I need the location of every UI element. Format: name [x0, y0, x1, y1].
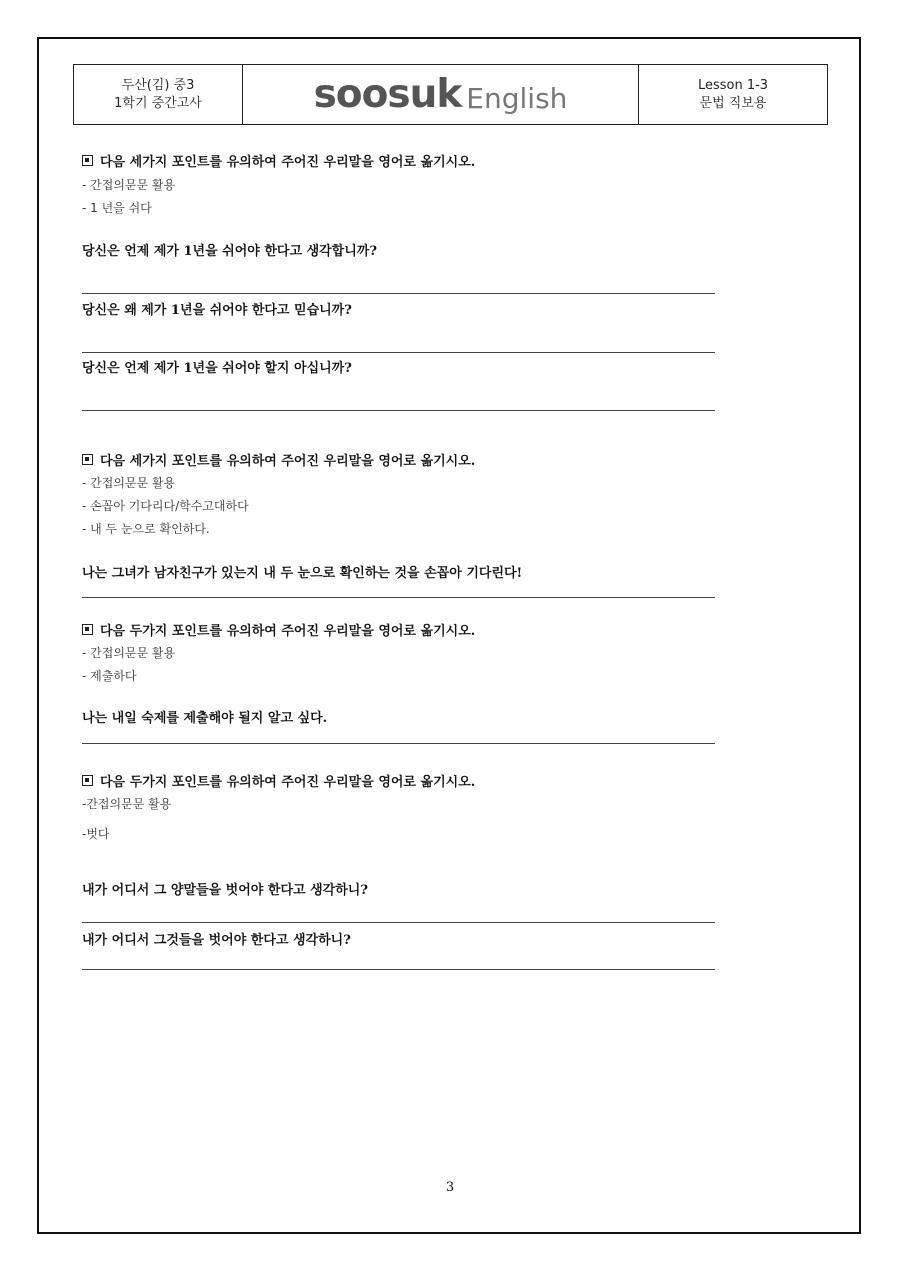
logo-sub-text: English — [466, 81, 568, 115]
logo-brand-text: soosuk — [313, 71, 462, 117]
exercise-section-3 — [82, 620, 722, 685]
exercise-section-1 — [82, 151, 722, 217]
hint-item: - 간접의문문 활용 — [82, 476, 176, 490]
square-bullet-icon — [82, 155, 93, 166]
answer-line[interactable] — [82, 293, 715, 294]
hint-item: - 제출하다 — [82, 669, 137, 683]
answer-line[interactable] — [82, 597, 715, 598]
question-prompt: 당신은 언제 제가 1년을 쉬어야 한다고 생각합니까? — [82, 244, 377, 259]
question-prompt: 당신은 왜 제가 1년을 쉬어야 한다고 믿습니까? — [82, 303, 352, 318]
answer-line[interactable] — [82, 352, 715, 353]
hint-item: - 간접의문문 활용 — [82, 178, 176, 192]
header-course-line2: 1학기 중간고사 — [114, 95, 202, 111]
brand-logo — [243, 65, 639, 124]
instruction — [82, 620, 722, 639]
exercise-section-4 — [82, 771, 722, 843]
hint-item: - 손꼽아 기다리다/학수고대하다 — [82, 499, 249, 513]
square-bullet-icon — [82, 624, 93, 635]
instruction — [82, 151, 722, 170]
question-prompt: 나는 내일 숙제를 제출해야 될지 알고 싶다. — [82, 711, 328, 726]
instruction-text: 다음 두가지 포인트를 유의하여 주어진 우리말을 영어로 옮기시오. — [100, 775, 476, 790]
hint-item: -벗다 — [82, 827, 110, 841]
answer-line[interactable] — [82, 743, 715, 744]
square-bullet-icon — [82, 454, 93, 465]
question-prompt: 내가 어디서 그것들을 벗어야 한다고 생각하니? — [82, 933, 351, 948]
hint-item: -간접의문문 활용 — [82, 797, 172, 811]
square-bullet-icon — [82, 775, 93, 786]
question-prompt: 나는 그녀가 남자친구가 있는지 내 두 눈으로 확인하는 것을 손꼽아 기다린다! — [82, 566, 523, 581]
hint-item: - 내 두 눈으로 확인하다. — [82, 522, 210, 536]
header-course-line1: 두산(김) 중3 — [121, 77, 195, 93]
instruction — [82, 450, 722, 469]
instruction-text: 다음 세가지 포인트를 유의하여 주어진 우리말을 영어로 옮기시오. — [100, 155, 476, 170]
answer-line[interactable] — [82, 922, 715, 923]
header-lesson-info — [639, 65, 827, 124]
question-prompt: 당신은 언제 제가 1년을 쉬어야 할지 아십니까? — [82, 361, 352, 376]
header-lesson-line1: Lesson 1-3 — [697, 77, 769, 93]
header-lesson-line2: 문법 직보용 — [699, 95, 767, 111]
page-header — [73, 64, 828, 125]
answer-line[interactable] — [82, 969, 715, 970]
hint-item: - 1 년을 쉬다 — [82, 201, 152, 215]
page-number: 3 — [445, 1180, 455, 1195]
instruction — [82, 771, 722, 790]
instruction-text: 다음 두가지 포인트를 유의하여 주어진 우리말을 영어로 옮기시오. — [100, 624, 476, 639]
question-prompt: 내가 어디서 그 양말들을 벗어야 한다고 생각하니? — [82, 883, 368, 898]
header-course-info — [74, 65, 243, 124]
hint-item: - 간접의문문 활용 — [82, 646, 176, 660]
instruction-text: 다음 세가지 포인트를 유의하여 주어진 우리말을 영어로 옮기시오. — [100, 454, 476, 469]
exercise-section-2 — [82, 450, 722, 538]
answer-line[interactable] — [82, 410, 715, 411]
